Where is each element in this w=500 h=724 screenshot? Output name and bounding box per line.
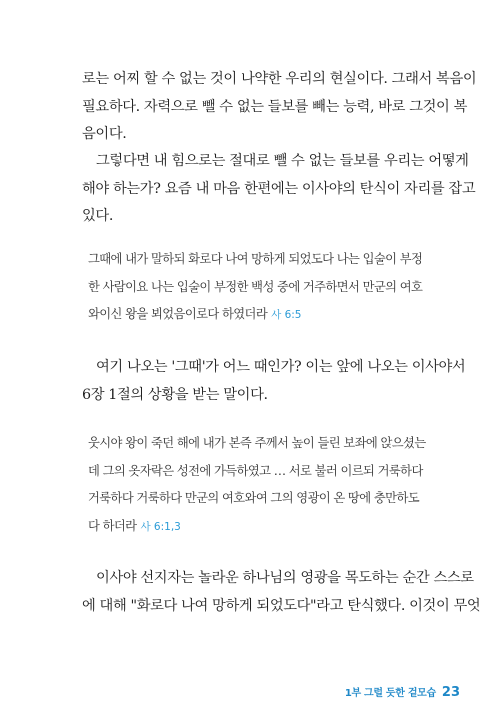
text-line: 필요하다. 자력으로 뺄 수 없는 들보를 빼는 능력, 바로 그것이 복 <box>82 98 468 115</box>
page-footer <box>345 684 460 700</box>
text-line: 이사야 선지자는 놀라운 하나님의 영광을 목도하는 순간 스스로 <box>96 570 474 586</box>
scripture-reference: 사 6:5 <box>271 309 302 321</box>
text-line: 있다. <box>82 208 113 224</box>
text-line: 해야 하는가? 요즘 내 마음 한편에는 이사야의 탄식이 자리를 잡고 <box>82 180 476 197</box>
quote-line: 웃시야 왕이 죽던 해에 내가 본즉 주께서 높이 들린 보좌에 앉으셨는 <box>88 436 426 450</box>
paragraph-3 <box>82 354 466 409</box>
paragraph-2 <box>82 148 476 231</box>
paragraph-1 <box>82 66 477 149</box>
quote-line <box>88 513 460 542</box>
quote-line: 한 사람이요 나는 입술이 부정한 백성 중에 거주하면서 만군의 여호 <box>88 279 423 294</box>
text-line: 음이다. <box>82 126 127 142</box>
quote-line: 그때에 내가 말하되 화로다 나여 망하게 되었도다 나는 입술이 부정 <box>88 252 423 266</box>
quote-line-text: 다 하더라 <box>88 518 137 533</box>
quote-line: 데 그의 옷자락은 성전에 가득하였고 … 서로 불러 이르되 거룩하다 <box>88 463 423 478</box>
quote-line <box>88 301 460 330</box>
quote-line-text: 와이신 왕을 뵈었음이로다 하였더라 <box>88 307 268 321</box>
text-line: 그렇다면 내 힘으로는 절대로 뺄 수 없는 들보를 우리는 어떻게 <box>96 153 469 169</box>
scripture-quote-2 <box>88 430 460 541</box>
quote-line: 거룩하다 거룩하다 만군의 여호와여 그의 영광이 온 땅에 충만하도 <box>88 491 419 505</box>
paragraph-4 <box>82 565 481 620</box>
text-line: 에 대해 "화로다 나여 망하게 되었도다"라고 탄식했다. 이것이 무엇 <box>82 597 481 614</box>
text-line: 로는 어찌 할 수 없는 것이 나약한 우리의 현실이다. 그래서 복음이 <box>82 71 477 87</box>
scripture-quote-1 <box>88 246 460 330</box>
page-number: 23 <box>441 685 460 700</box>
text-line: 여기 나오는 '그때'가 어느 때인가? 이는 앞에 나오는 이사야서 <box>96 359 466 375</box>
chapter-title: 1부 그럴 듯한 겉모습 <box>344 688 436 699</box>
text-line: 6장 1절의 상황을 받는 말이다. <box>82 386 268 403</box>
scripture-reference: 사 6:1,3 <box>140 520 181 533</box>
